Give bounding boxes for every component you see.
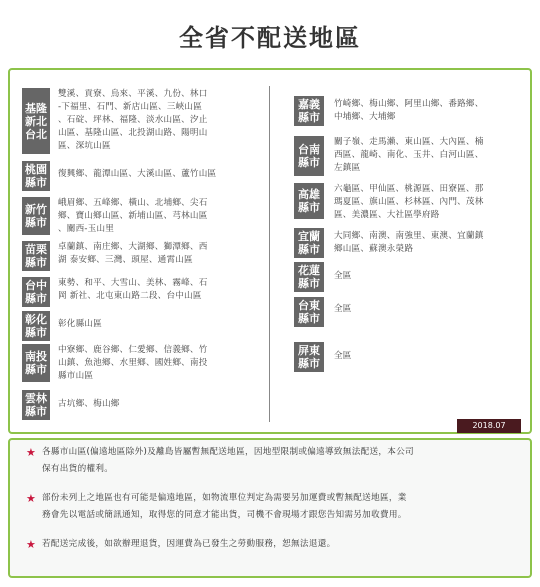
- region-label: 桃園 縣市: [22, 161, 50, 191]
- region-label: 南投 縣市: [22, 344, 50, 382]
- note-item: [26, 536, 336, 553]
- region-areas: 六龜區、甲仙區、桃源區、田寮區、那 瑪夏區、旗山區、杉林區、內門、茂林 區、美濃區、大社區學府路: [334, 184, 484, 220]
- region-areas: 全區: [334, 271, 352, 281]
- star-icon: ★: [26, 446, 36, 459]
- region-label: 雲林 縣市: [22, 390, 50, 420]
- date-badge: 2018.07: [457, 419, 521, 433]
- region-row-hsinchu: [22, 197, 208, 236]
- region-row-chiayi: [294, 96, 484, 126]
- region-row-hualien: [294, 262, 352, 292]
- region-areas: 卓蘭鎮、南庄鄉、大湖鄉、獅潭鄉、西 湖 泰安鄉、三灣、頭屋、通霄山區: [58, 242, 208, 265]
- region-row-pingtung: [294, 342, 352, 372]
- region-areas: 雙溪、貢寮、烏來、平溪、九份、林口 -下福里、石門、新店山區、三峽山區 、石碇、坪林、福隆、淡水山區、汐止 山區、基隆山區、北投湖山路、陽明山 區、深坑山區: [58, 89, 208, 151]
- region-row-yilan: [294, 228, 484, 258]
- region-row-tainan: [294, 136, 484, 176]
- region-row-miaoli: [22, 241, 208, 271]
- region-label: 高雄 縣市: [294, 183, 324, 219]
- note-text: 若配送完成後，如欲辦理退貨，因運費為已發生之勞動服務，恕無法退還。: [42, 539, 336, 549]
- note-text: 各縣市山區(偏遠地區除外)及離島皆屬暫無配送地區，因地型限制或偏遠導致無法配送，本公司 保有出貨的權利。: [42, 447, 414, 474]
- region-label: 新竹 縣市: [22, 197, 50, 235]
- region-areas: 彰化縣山區: [58, 319, 102, 329]
- page-title: 全省不配送地區: [179, 24, 361, 52]
- region-areas: 中寮鄉、鹿谷鄉、仁愛鄉、信義鄉、竹 山鎮、魚池鄉、水里鄉、國姓鄉、南投 縣市山區: [58, 345, 208, 381]
- region-label: 台南 縣市: [294, 136, 324, 176]
- region-row-taitung: [294, 297, 352, 327]
- region-areas: 古坑鄉、梅山鄉: [58, 399, 120, 409]
- region-label: 苗栗 縣市: [22, 241, 50, 271]
- region-areas: 大同鄉、南澳、南強里、東澳、宜蘭鎮 鄉山區、蘇澳永榮路: [334, 231, 484, 254]
- region-label: 屏東 縣市: [294, 342, 324, 372]
- region-row-nantou: [22, 344, 208, 383]
- region-row-keelung-newtaipei-taipei: [22, 88, 208, 154]
- region-row-taoyuan: [22, 161, 216, 191]
- region-label: 彰化 縣市: [22, 311, 50, 341]
- region-areas: 全區: [334, 351, 352, 361]
- note-item: [26, 490, 407, 524]
- region-row-changhua: [22, 311, 102, 341]
- star-icon: ★: [26, 538, 36, 551]
- region-label: 嘉義 縣市: [294, 96, 324, 126]
- region-label: 台中 縣市: [22, 277, 50, 307]
- region-areas: 全區: [334, 304, 352, 314]
- region-row-kaohsiung: [294, 183, 484, 222]
- region-label: 花蓮 縣市: [294, 262, 324, 292]
- star-icon: ★: [26, 492, 36, 505]
- region-label: 台東 縣市: [294, 297, 324, 327]
- note-text: 部份未列上之地區也有可能是偏遠地區，如物流單位判定為需要另加運費或暫無配送地區，業 務會先以電話或簡訊通知，取得您的同意才能出貨，司機不會現場才跟您告知需另加收費用。: [42, 493, 407, 520]
- region-areas: 關子嶺、走馬瀨、東山區、大內區、楠 西區、龍崎、南化、玉井、白河山區、 左鎮區: [334, 137, 484, 173]
- column-divider: [269, 86, 270, 422]
- region-label: 宜蘭 縣市: [294, 228, 324, 258]
- region-row-taichung: [22, 277, 208, 307]
- region-areas: 峨眉鄉、五峰鄉、橫山、北埔鄉、尖石 鄉、寶山鄉山區、新埔山區、芎林山區 、關西-玉山里: [58, 198, 208, 234]
- region-areas: 復興鄉、龍潭山區、大溪山區、蘆竹山區: [58, 169, 217, 179]
- region-areas: 東勢、和平、大雪山、美林、霧峰、石 岡 新社、北屯東山路二段、台中山區: [58, 278, 208, 301]
- note-item: [26, 444, 414, 478]
- region-label: 基隆 新北 台北: [22, 88, 50, 154]
- region-row-yunlin: [22, 390, 120, 420]
- region-areas: 竹崎鄉、梅山鄉、阿里山鄉、番路鄉、 中埔鄉、大埔鄉: [334, 99, 484, 122]
